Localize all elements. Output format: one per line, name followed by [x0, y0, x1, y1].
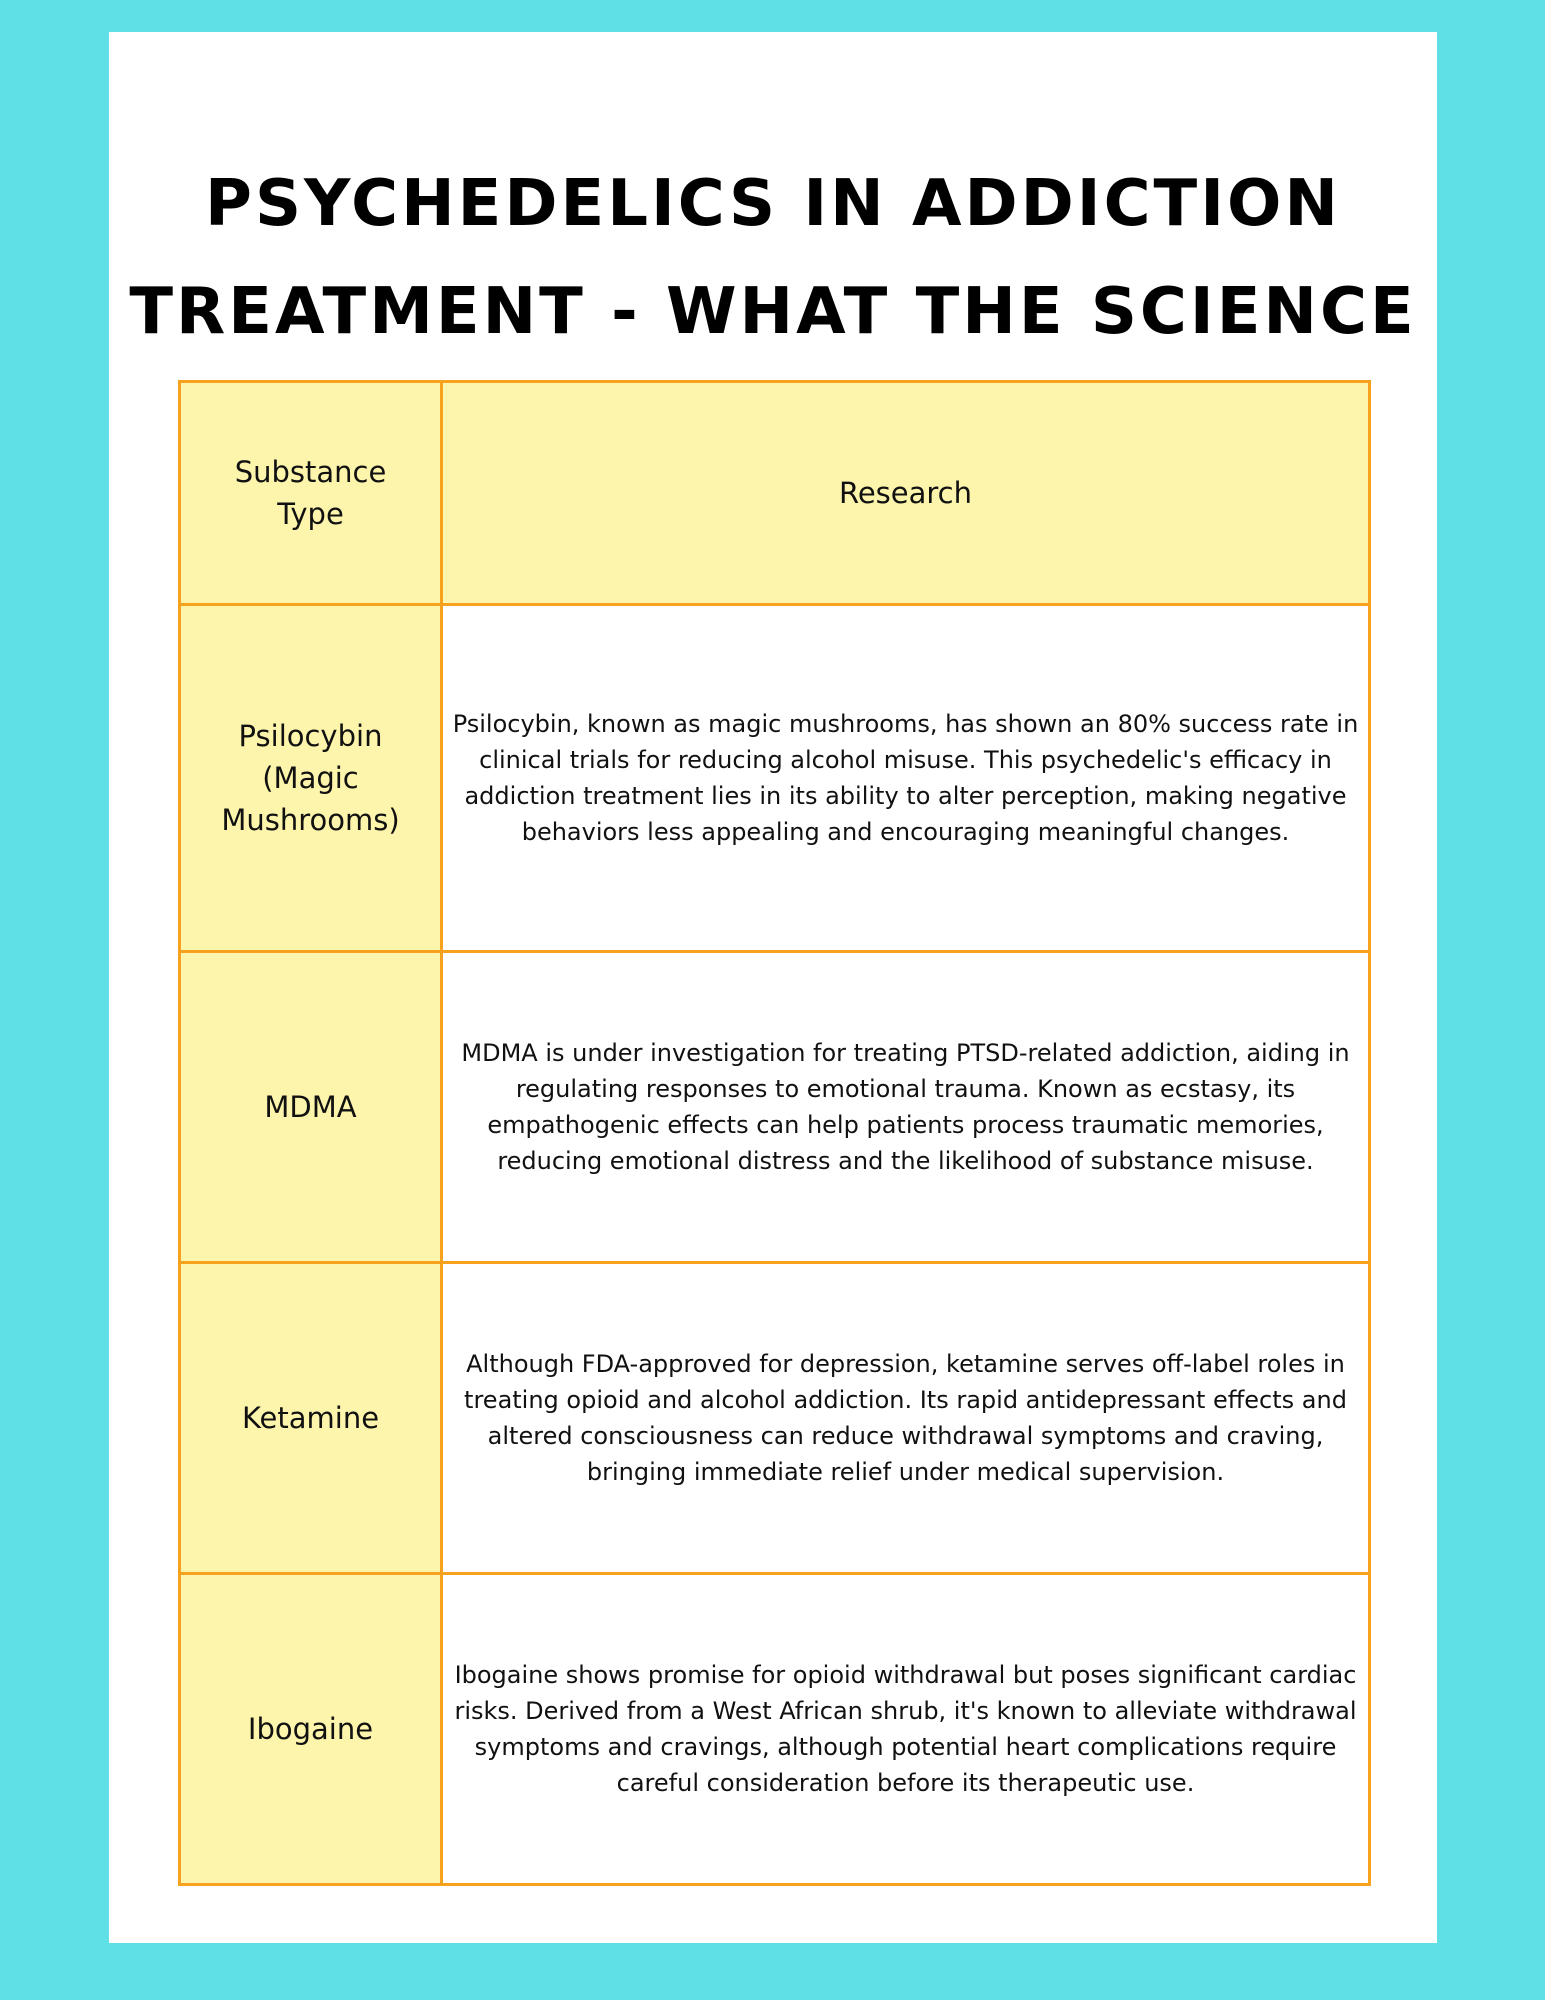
research-cell: Although FDA-approved for depression, ketamine serves off-label roles in treating opioid and alcohol addiction. Its rapid antidepressant effects and altered consciousness can reduce withdrawal symptoms and craving, bringing immediate relief under medical supervision.: [442, 1263, 1370, 1574]
substance-cell: Psilocybin (Magic Mushrooms): [180, 605, 442, 952]
substance-cell: Ketamine: [180, 1263, 442, 1574]
research-cell: Psilocybin, known as magic mushrooms, has shown an 80% success rate in clinical trials for reducing alcohol misuse. This psychedelic's efficacy in addiction treatment lies in its ability to alter perception, making negative behaviors less appealing and encouraging meaningful changes.: [442, 605, 1370, 952]
table-row: [180, 605, 1370, 952]
substance-cell: Ibogaine: [180, 1574, 442, 1885]
table-header-row: [180, 382, 1370, 605]
table-row: [180, 1263, 1370, 1574]
table-row: [180, 1574, 1370, 1885]
header-substance-type: Substance Type: [180, 382, 442, 605]
substance-cell: MDMA: [180, 952, 442, 1263]
header-research: Research: [442, 382, 1370, 605]
page-title: PSYCHEDELICS IN ADDICTION TREATMENT - WHAT THE SCIENCE: [129, 167, 1417, 349]
research-cell: Ibogaine shows promise for opioid withdrawal but poses significant cardiac risks. Derived from a West African shrub, it's known to alleviate withdrawal symptoms and cravings, although potential heart complications require careful consideration before its therapeutic use.: [442, 1574, 1370, 1885]
document-page: [109, 32, 1437, 1943]
research-table: [178, 380, 1371, 1886]
table-row: [180, 952, 1370, 1263]
research-cell: MDMA is under investigation for treating PTSD-related addiction, aiding in regulating responses to emotional trauma. Known as ecstasy, its empathogenic effects can help patients process traumatic memories, reducing emotional distress and the likelihood of substance misuse.: [442, 952, 1370, 1263]
